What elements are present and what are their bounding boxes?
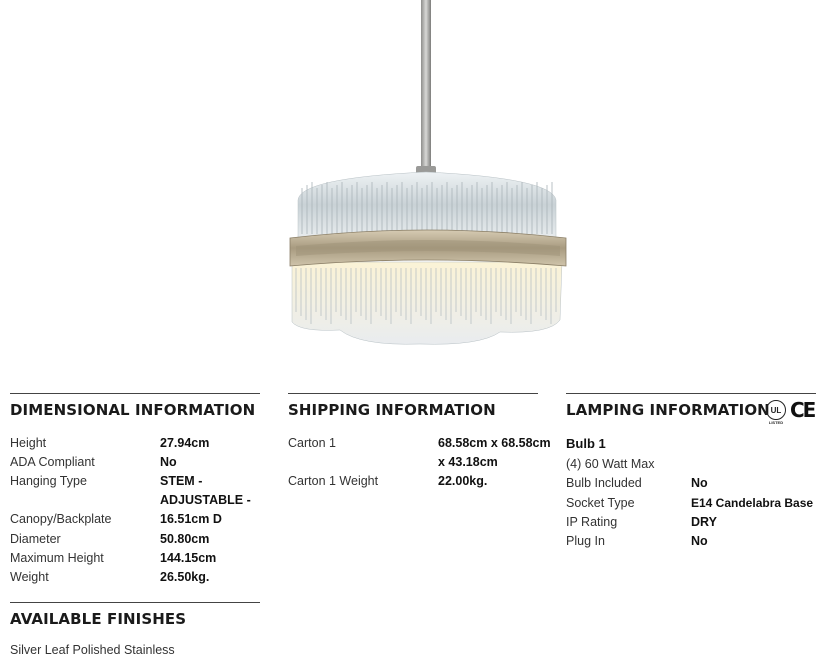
row-label: Height	[10, 436, 47, 450]
ce-mark-icon: CE	[790, 398, 815, 422]
row-label: Bulb Included	[566, 476, 642, 490]
lamping-title: LAMPING INFORMATION	[566, 401, 770, 419]
row-value: 68.58cm x 68.58cm x 43.18cm	[438, 436, 551, 469]
section-divider	[10, 602, 260, 603]
ul-text: UL	[770, 405, 782, 415]
row-value: No	[160, 455, 177, 469]
finishes-section	[10, 602, 260, 628]
row-value: 16.51cm D	[160, 512, 222, 526]
row-value: E14 Candelabra Base	[691, 496, 814, 510]
row-label: Carton 1	[288, 436, 336, 450]
row-label: Canopy/Backplate	[10, 512, 112, 526]
row-value: 50.80cm	[160, 532, 210, 546]
row-value: 144.15cm	[160, 551, 217, 565]
section-divider	[288, 393, 538, 394]
row-value: DRY	[691, 515, 717, 529]
row-label: Carton 1 Weight	[288, 474, 379, 488]
ul-listed-icon	[766, 400, 786, 425]
bulb-title	[566, 434, 606, 453]
shipping-title: SHIPPING INFORMATION	[288, 401, 496, 419]
bulb-desc	[566, 455, 654, 474]
row-value: No	[691, 534, 708, 548]
finish-item: Silver Leaf Polished Stainless	[10, 643, 175, 657]
section-divider	[10, 393, 260, 394]
row-value: STEM - ADJUSTABLE -	[160, 474, 251, 507]
row-value: No	[691, 476, 708, 490]
section-divider	[566, 393, 816, 394]
bulb-title-text: Bulb 1	[566, 436, 606, 451]
row-label: Diameter	[10, 532, 61, 546]
row-label: IP Rating	[566, 515, 618, 529]
row-value: 22.00kg.	[438, 474, 488, 488]
row-value: 26.50kg.	[160, 570, 210, 584]
bulb-desc-text: (4) 60 Watt Max	[566, 457, 655, 471]
shipping-section	[288, 393, 538, 419]
row-label: Plug In	[566, 534, 605, 548]
row-value: 27.94cm	[160, 436, 210, 450]
dimensional-section	[10, 393, 260, 419]
row-label: ADA Compliant	[10, 455, 95, 469]
finishes-title: AVAILABLE FINISHES	[10, 610, 187, 628]
row-label: Weight	[10, 570, 49, 584]
row-label: Maximum Height	[10, 551, 104, 565]
dimensional-title: DIMENSIONAL INFORMATION	[10, 401, 256, 419]
row-label: Hanging Type	[10, 474, 87, 488]
row-label: Socket Type	[566, 496, 635, 510]
certification-marks	[766, 398, 815, 425]
ul-sub-text: LISTED	[768, 420, 784, 425]
